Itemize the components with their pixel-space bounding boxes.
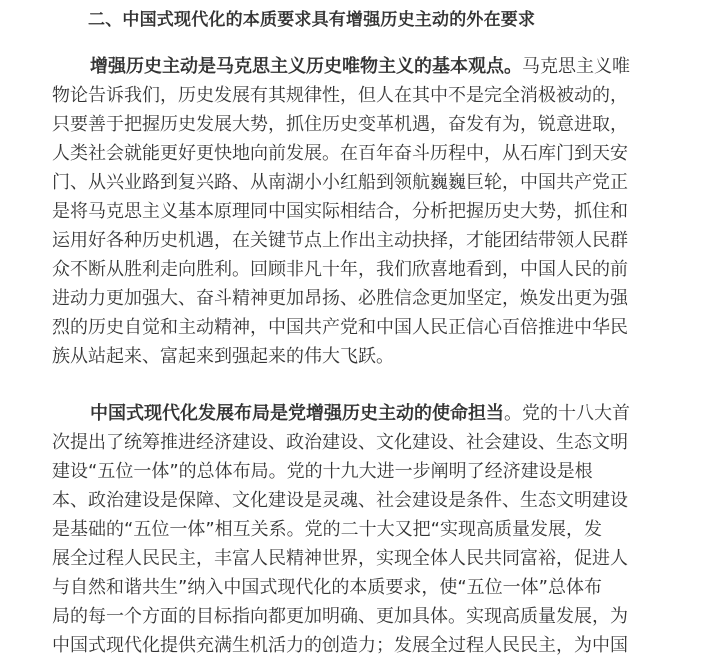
paragraph-line (52, 52, 692, 81)
paragraph-line: 运用好各种历史机遇，在关键节点上作出主动抉择，才能团结带领人民群 (52, 230, 628, 251)
paragraph-line: 门、从兴业路到复兴路、从南湖小小红船到领航巍巍巨轮，中国共产党正 (52, 172, 628, 193)
paragraph-line: 只要善于把握历史发展大势，抓住历史变革机遇，奋发有为，锐意进取， (52, 114, 628, 135)
paragraph-historical-initiative (52, 52, 692, 371)
paragraph-line: 次提出了统筹推进经济建设、政治建设、文化建设、社会建设、生态文明 (52, 432, 628, 453)
paragraph-lead-sentence: 增强历史主动是马克思主义历史唯物主义的基本观点。 (90, 56, 522, 77)
paragraph-line: 是将马克思主义基本原理同中国实际相结合，分析把握历史大势，抓住和 (52, 201, 628, 222)
paragraph-line: 族从站起来、富起来到强起来的伟大飞跃。 (52, 346, 394, 367)
paragraph-line: 建设“五位一体”的总体布局。党的十九大进一步阐明了经济建设是根 (52, 461, 593, 482)
paragraph-line: 烈的历史自觉和主动精神，中国共产党和中国人民正信心百倍推进中华民 (52, 317, 628, 338)
paragraph-line: 局的每一个方面的目标指向都更加明确、更加具体。实现高质量发展，为 (52, 606, 628, 627)
paragraph-line: 展全过程人民民主，丰富人民精神世界，实现全体人民共同富裕，促进人 (52, 548, 628, 569)
paragraph-line: 人类社会就能更好更快地向前发展。在百年奋斗历程中，从石库门到天安 (52, 143, 628, 164)
paragraph-development-layout (52, 399, 692, 660)
paragraph-line: 中国式现代化提供充满生机活力的创造力；发展全过程人民民主，为中国 (52, 635, 628, 656)
paragraph-text: 马克思主义唯 (522, 56, 630, 77)
paragraph-line: 众不断从胜利走向胜利。回顾非凡十年，我们欣喜地看到，中国人民的前 (52, 259, 628, 280)
paragraph-line: 是基础的“五位一体”相互关系。党的二十大又把“实现高质量发展，发 (52, 519, 602, 540)
paragraph-line: 物论告诉我们，历史发展有其规律性，但人在其中不是完全消极被动的， (52, 85, 628, 106)
paragraph-line: 本、政治建设是保障、文化建设是灵魂、社会建设是条件、生态文明建设 (52, 490, 628, 511)
paragraph-text: 。党的十八大首 (504, 403, 630, 424)
section-heading: 二、中国式现代化的本质要求具有增强历史主动的外在要求 (88, 10, 536, 30)
paragraph-lead-sentence: 中国式现代化发展布局是党增强历史主动的使命担当 (90, 403, 504, 424)
paragraph-line (52, 399, 692, 428)
paragraph-line: 与自然和谐共生”纳入中国式现代化的本质要求，使“五位一体”总体布 (52, 577, 602, 598)
paragraph-line: 进动力更加强大、奋斗精神更加昂扬、必胜信念更加坚定，焕发出更为强 (52, 288, 628, 309)
